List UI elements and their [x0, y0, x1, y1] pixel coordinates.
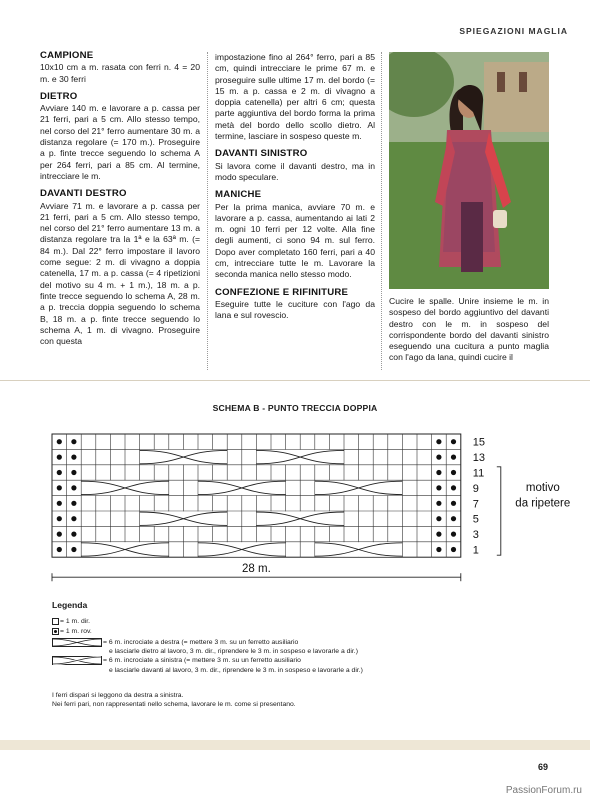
row-number-label: 15 [472, 436, 486, 449]
purl-dot [451, 532, 456, 537]
purl-dot [451, 501, 456, 506]
cable-right-icon [52, 638, 102, 647]
purl-dot [57, 470, 62, 475]
purl-dot [436, 439, 441, 444]
purl-dot [71, 532, 76, 537]
purl-dot [57, 439, 62, 444]
row-number-label: 13 [472, 452, 486, 465]
row-number-label: 9 [472, 482, 479, 495]
motif-label: da ripetere [515, 497, 571, 510]
purl-dot [451, 485, 456, 490]
paragraph-confezione-cont: Cucire le spalle. Unire insieme le m. in sospeso del bordo aggiuntivo del davanti destro con le m. in sospeso del corrispondente bordo del davanti sinistro eseguendo una cucitura a punto maglia con l'ago da lana, quindi cucire il [389, 296, 549, 363]
column-divider [207, 52, 208, 370]
chart-grid [52, 434, 461, 557]
heading-maniche: MANICHE [215, 189, 262, 201]
legend-cross-right-line2: e lasciarle dietro al lavoro, 3 m. dir., riprendere le 3 m. in sospeso e lavorarle a dir.) [109, 648, 358, 656]
legend-cross-left-line1: = 6 m. incrociate a sinistra (= mettere 3 m. su un ferretto ausiliario [103, 657, 301, 665]
purl-dot [451, 516, 456, 521]
heading-davanti-sinistro: DAVANTI SINISTRO [215, 148, 308, 160]
purl-dot [71, 470, 76, 475]
width-label: 28 m. [242, 563, 271, 576]
page-number: 69 [537, 762, 548, 772]
paragraph-continuation: impostazione fino al 264° ferro, pari a 85 cm, quindi intrecciare le prime 67 m. e proseguire sulle ultime 17 m. del bordo (= 15 m. a p. cassa e 2 m. di vivagno a doppia catenella) per altri 6 cm; questa parte aggiuntiva del bordo forma la prima metà del bordo dello scollo dietro. Al termine, lasciare in sospeso queste m. [215, 52, 375, 142]
row-number-label: 7 [472, 498, 479, 511]
purl-symbol-icon [52, 628, 59, 635]
purl-dot [451, 455, 456, 460]
purl-dot [436, 455, 441, 460]
section-divider [0, 380, 590, 381]
purl-dot [57, 501, 62, 506]
purl-dot [436, 532, 441, 537]
text-column-2 [215, 52, 375, 322]
column-divider [381, 52, 382, 370]
purl-dot [71, 439, 76, 444]
cable-left-icon [52, 656, 102, 665]
purl-dot [57, 547, 62, 552]
purl-dot [57, 516, 62, 521]
paragraph-maniche: Per la prima manica, avviare 70 m. e lavorare a p. cassa, aumentando ai lati 2 m. ogni 10 ferri per 12 volte. Alla fine degli aumenti, ci sono 94 m. sul ferro. Dopo aver completato 160 ferri, pari a 40 cm, intrecciare tutte le m. Lavorare la seconda manica nello stesso modo. [215, 201, 375, 280]
legend-dir-text: = 1 m. dir. [60, 618, 91, 626]
legend-row-dir [52, 617, 363, 626]
footer-band [0, 740, 590, 750]
row-number-label: 3 [472, 529, 479, 542]
row-number-label: 5 [472, 513, 479, 526]
heading-confezione: CONFEZIONE E RIFINITURE [215, 286, 349, 298]
row-number-label: 11 [472, 467, 485, 480]
paragraph-davanti-destro: Avviare 71 m. e lavorare a p. cassa per 21 ferri, pari a 5 cm. Allo stesso tempo, nel corso del 21° ferro aumentare 13 m. a distanza regolare tra la 1ª e la 63ª m. (= 84 m.). Dal 22° ferro impostare il lavoro come segue: 2 m. di vivagno a doppia catenella, 17 m. a p. cassa (= 4 ripetizioni del motivo su 4 m. + 1 m.), 18 m. a p. finte trecce seguendo lo schema A, 28 m. a p. treccia doppia seguendo lo schema B, 18 m. a p. finte trecce seguendo lo schema A, 1 m. di vivagno. Proseguire con questa [40, 200, 200, 347]
photo-illustration [389, 52, 549, 289]
purl-dot [57, 532, 62, 537]
purl-dot [436, 501, 441, 506]
text-column-3 [389, 296, 549, 364]
knit-symbol-icon [52, 618, 59, 625]
legend-cross-left-line2: e lasciarle davanti al lavoro, 3 m. dir., riprendere le 3 m. in sospeso e lavorarle a dir.) [109, 666, 363, 674]
purl-dot [436, 470, 441, 475]
legend-row-rov [52, 627, 363, 636]
motif-bracket [497, 467, 501, 555]
note-odd-rows: I ferri dispari si leggono da destra a sinistra. [52, 692, 184, 699]
purl-dot [436, 485, 441, 490]
legend-title: Legenda [52, 600, 88, 610]
section-header: SPIEGAZIONI MAGLIA [459, 26, 568, 36]
watermark: PassionForum.ru [505, 785, 582, 796]
chart-title: SCHEMA B - PUNTO TRECCIA DOPPIA [212, 403, 378, 413]
purl-dot [71, 455, 76, 460]
legend [52, 601, 363, 675]
paragraph-dietro: Avviare 140 m. e lavorare a p. cassa per 21 ferri, pari a 5 cm. Allo stesso tempo, nel corso del 21° ferro aumentare 30 m. a distanza regolare (= 170 m.). Proseguire a p. finte trecce seguendo lo schema A per 264 ferri, pari a 85 cm. Al termine, intrecciare le m. [40, 103, 200, 181]
purl-dot [451, 547, 456, 552]
purl-dot [57, 485, 62, 490]
model-photo [389, 52, 549, 289]
knitting-chart [0, 420, 590, 590]
purl-dot [71, 516, 76, 521]
paragraph-confezione: Eseguire tutte le cuciture con l'ago da lana e sul rovescio. [215, 298, 375, 321]
purl-dot [57, 455, 62, 460]
heading-campione: CAMPIONE [40, 50, 94, 61]
paragraph-campione: 10x10 cm a m. rasata con ferri n. 4 = 20 m. e 30 ferri [40, 62, 200, 84]
heading-dietro: DIETRO [40, 90, 78, 102]
purl-dot [71, 547, 76, 552]
legend-row-cross-left [52, 656, 363, 675]
chart-notes [52, 691, 296, 710]
text-column-1 [40, 50, 200, 347]
heading-davanti-destro: DAVANTI DESTRO [40, 188, 127, 200]
legend-rov-text: = 1 m. rov. [60, 627, 92, 635]
row-number-label: 1 [472, 544, 479, 557]
purl-dot [71, 485, 76, 490]
note-even-rows: Nei ferri pari, non rappresentati nello schema, lavorare le m. come si presentano. [52, 701, 296, 709]
paragraph-davanti-sinistro: Si lavora come il davanti destro, ma in modo speculare. [215, 160, 375, 182]
purl-dot [71, 501, 76, 506]
legend-cross-right-line1: = 6 m. incrociate a destra (= mettere 3 m. su un ferretto ausiliario [103, 638, 299, 646]
motif-label: motivo [525, 481, 560, 494]
purl-dot [436, 516, 441, 521]
purl-dot [451, 470, 456, 475]
purl-dot [451, 439, 456, 444]
legend-row-cross-right [52, 638, 363, 657]
purl-dot [436, 547, 441, 552]
